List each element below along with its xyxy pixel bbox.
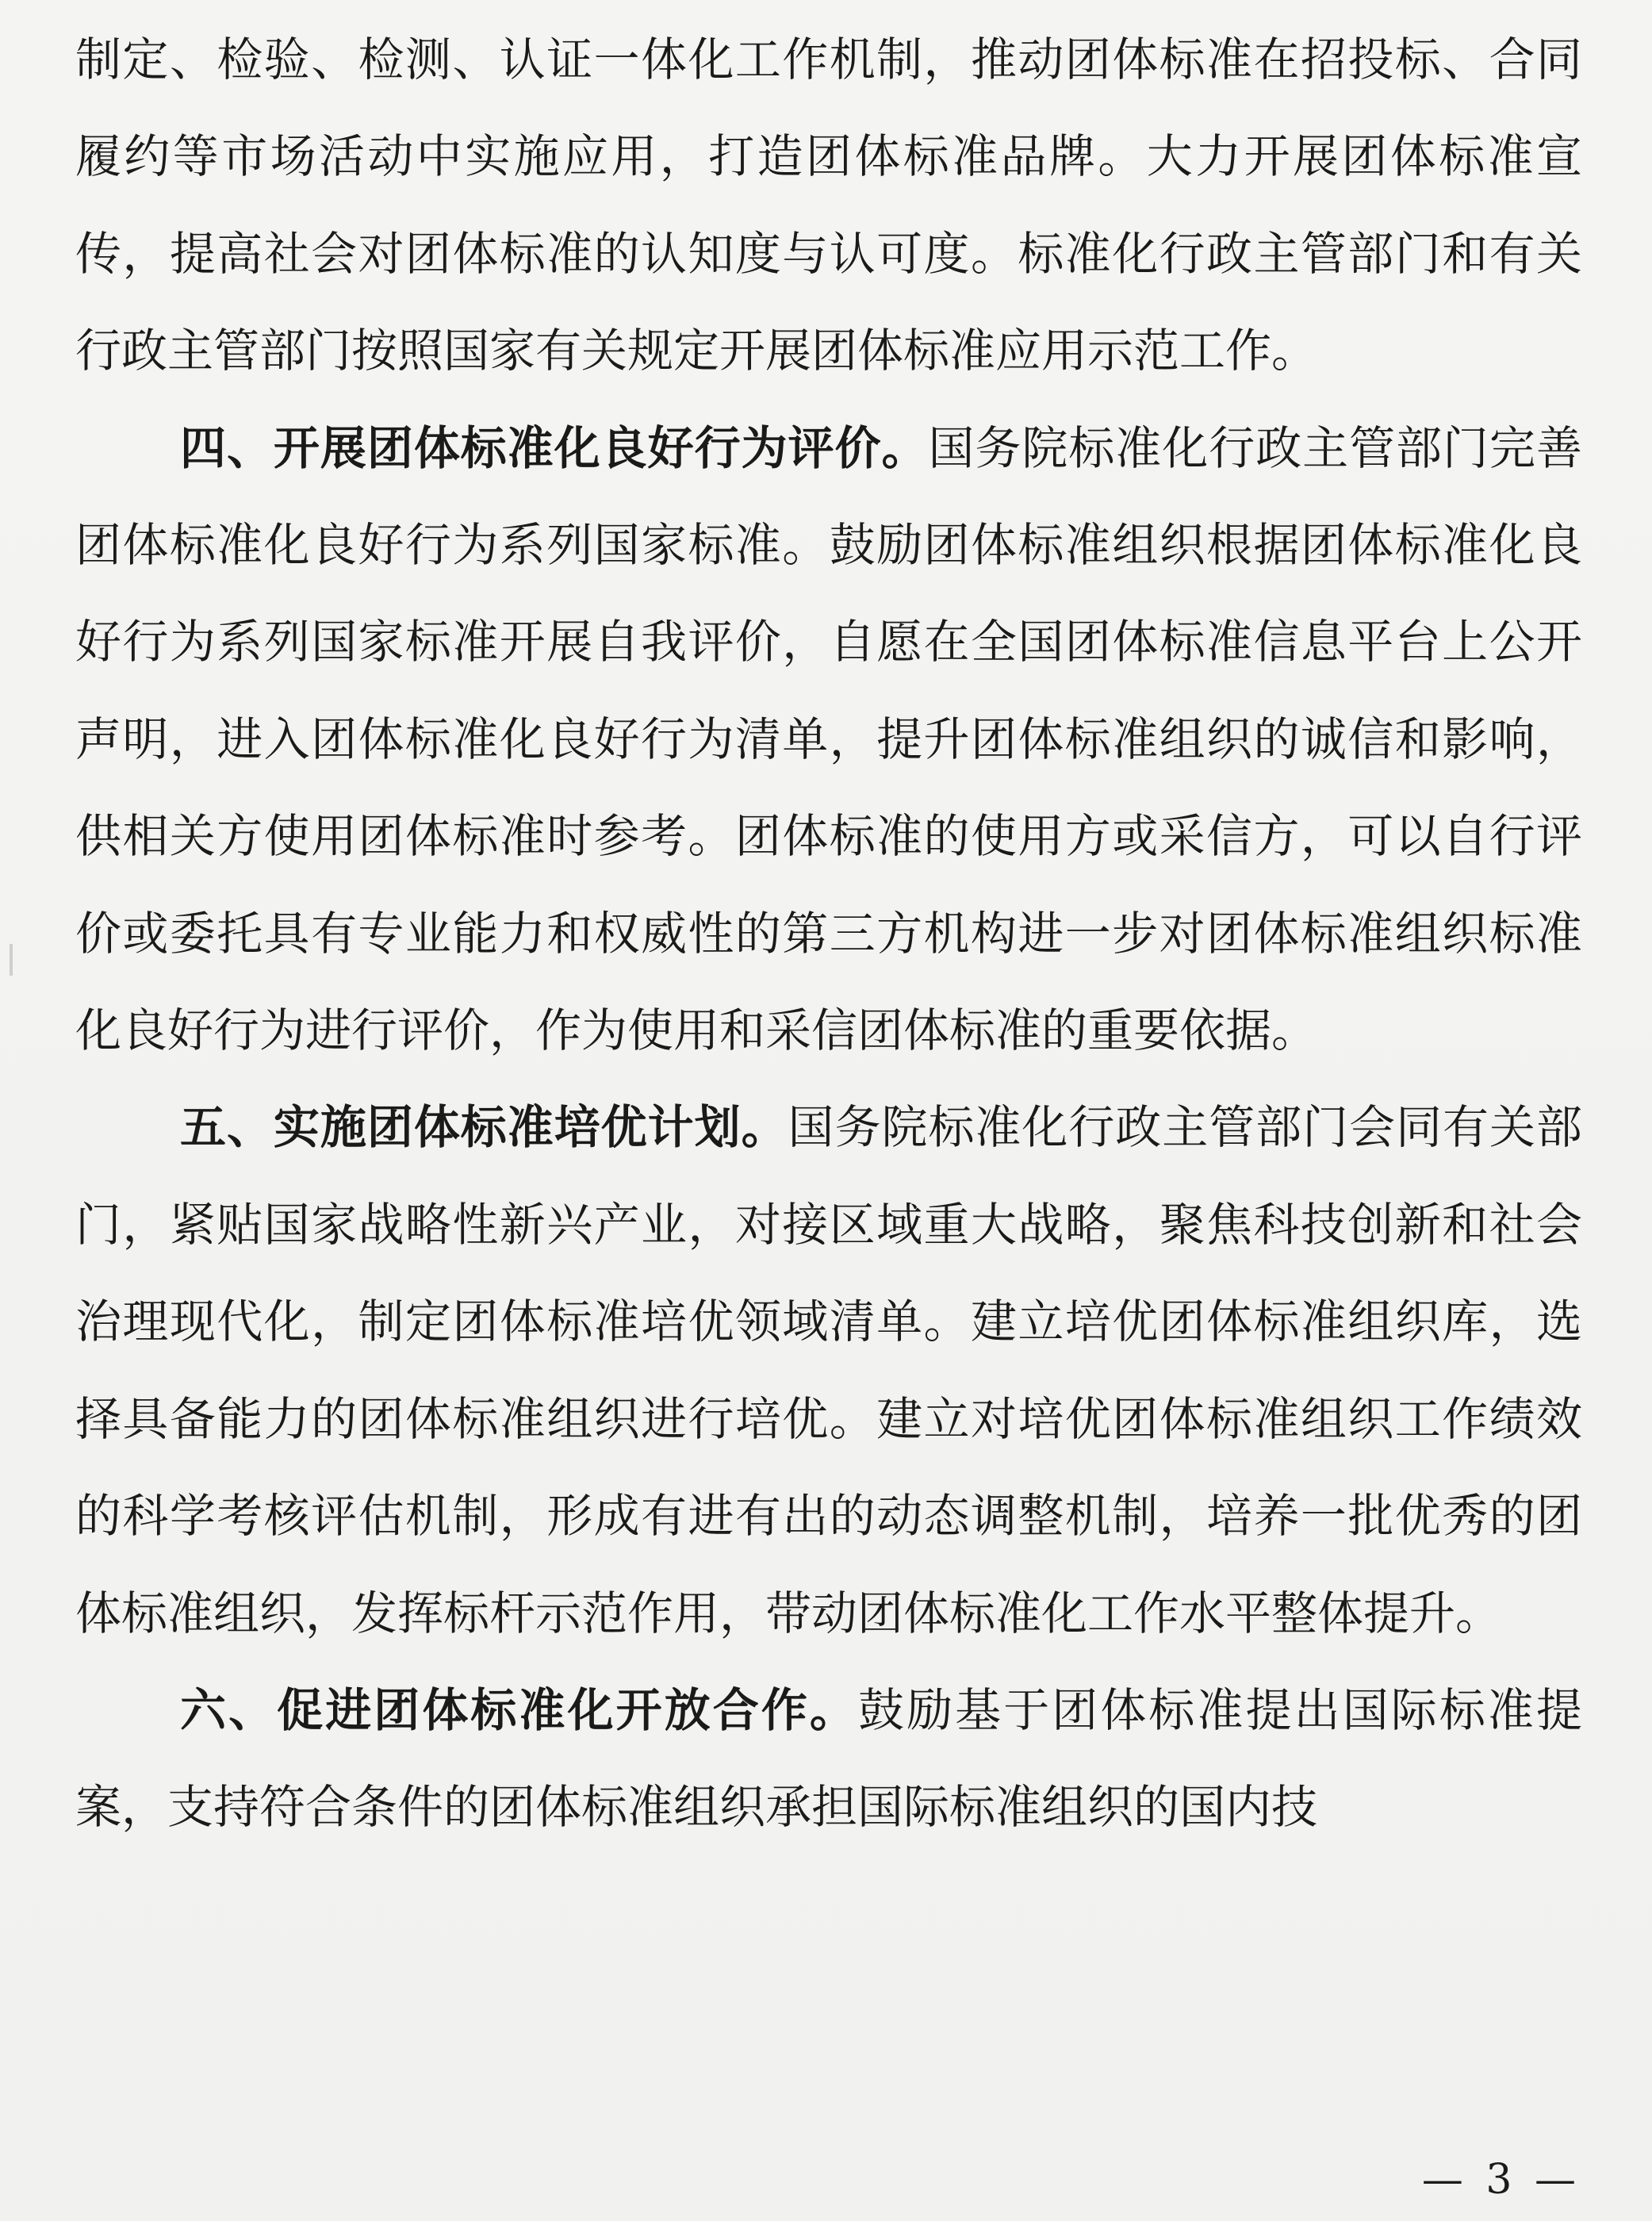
section-heading: 四、开展团体标准化良好行为评价。 <box>180 420 929 475</box>
paragraph-section-4 <box>75 400 1582 1080</box>
scan-margin-mark <box>10 944 13 976</box>
section-heading: 六、促进团体标准化开放合作。 <box>180 1682 858 1737</box>
paragraph-section-6 <box>75 1662 1582 1856</box>
paragraph-section-5 <box>75 1079 1582 1661</box>
page-number: — 3 — <box>1421 2156 1581 2204</box>
body-text <box>75 11 1582 1856</box>
paragraph-text: 国务院标准化行政主管部门会同有关部门，紧贴国家战略性新兴产业，对接区域重大战略，聚焦科技创新和社会治理现代化，制定团体标准培优领域清单。建立培优团体标准组织库，选择具备能力的团体标准组织进行培优。建立对培优团体标准组织工作绩效的科学考核评估机制，形成有进有出的动态调整机制，培养一批优秀的团体标准组织，发挥标杆示范作用，带动团体标准化工作水平整体提升。 <box>75 1100 1582 1640</box>
paragraph-text: 鼓励基于团体标准提出国际标准提案，支持符合条件的团体标准组织承担国际标准组织的国内技 <box>75 1682 1582 1835</box>
paragraph-text: 国务院标准化行政主管部门完善团体标准化良好行为系列国家标准。鼓励团体标准组织根据团体标准化良好行为系列国家标准开展自我评价，自愿在全国团体标准信息平台上公开声明，进入团体标准化良好行为清单，提升团体标准组织的诚信和影响，供相关方使用团体标准时参考。团体标准的使用方或采信方，可以自行评价或委托具有专业能力和权威性的第三方机构进一步对团体标准组织标准化良好行为进行评价，作为使用和采信团体标准的重要依据。 <box>75 420 1582 1058</box>
paragraph-text: 制定、检验、检测、认证一体化工作机制，推动团体标准在招投标、合同履约等市场活动中实施应用，打造团体标准品牌。大力开展团体标准宣传，提高社会对团体标准的认知度与认可度。标准化行政主管部门和有关行政主管部门按照国家有关规定开展团体标准应用示范工作。 <box>75 33 1582 378</box>
section-heading: 五、实施团体标准培优计划。 <box>180 1100 788 1155</box>
paragraph-continued <box>75 11 1582 400</box>
